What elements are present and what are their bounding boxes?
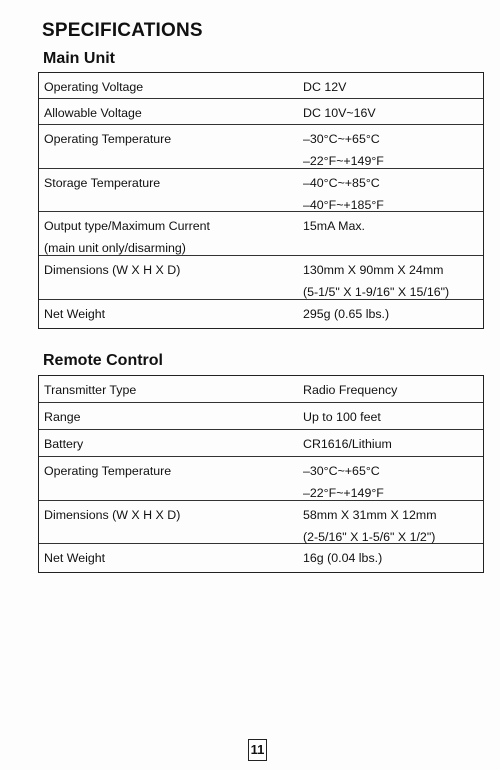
spec-label (39, 169, 301, 211)
spec-value (301, 376, 483, 402)
spec-row (39, 403, 483, 430)
main-unit-spec-table (38, 72, 484, 329)
spec-value (301, 73, 483, 98)
spec-row (39, 501, 483, 544)
spec-label (39, 457, 301, 500)
spec-label-line: Operating Temperature (44, 464, 172, 478)
spec-label (39, 376, 301, 402)
spec-value-line: –30°C~+65°C (303, 132, 380, 146)
spec-value-line: DC 12V (303, 80, 347, 94)
spec-label-line: Allowable Voltage (44, 106, 142, 120)
spec-label (39, 403, 301, 429)
spec-label (39, 73, 301, 98)
spec-label (39, 544, 301, 572)
spec-label (39, 125, 301, 168)
spec-value-line: –22°F~+149°F (303, 153, 384, 168)
spec-label-line: Net Weight (44, 307, 106, 321)
spec-label (39, 501, 301, 543)
spec-label-line: Range (44, 410, 81, 424)
spec-value-line: 295g (0.65 lbs.) (303, 307, 390, 321)
spec-label-line: Dimensions (W X H X D) (44, 508, 181, 522)
spec-value-line: 58mm X 31mm X 12mm (303, 508, 437, 522)
remote-control-spec-table (38, 375, 484, 573)
spec-value-line: –40°F~+185°F (303, 197, 384, 212)
spec-value (301, 430, 483, 456)
main-unit-heading: Main Unit (43, 50, 115, 67)
page-title: SPECIFICATIONS (42, 20, 203, 41)
spec-value-line: 130mm X 90mm X 24mm (303, 263, 444, 277)
spec-value (301, 256, 483, 299)
spec-label-line: Operating Temperature (44, 132, 172, 146)
spec-row (39, 457, 483, 501)
spec-label (39, 99, 301, 124)
spec-row (39, 125, 483, 169)
spec-value-line: 16g (0.04 lbs.) (303, 551, 383, 565)
spec-value-line: Up to 100 feet (303, 410, 381, 424)
spec-row (39, 169, 483, 212)
spec-value-line: 15mA Max. (303, 219, 365, 233)
spec-value-line: (5-1/5" X 1-9/16" X 15/16") (303, 284, 450, 299)
spec-label (39, 430, 301, 456)
spec-value-line: CR1616/Lithium (303, 437, 392, 451)
spec-label-line: Dimensions (W X H X D) (44, 263, 181, 277)
spec-row (39, 99, 483, 125)
spec-row (39, 430, 483, 457)
spec-label-line: Storage Temperature (44, 176, 161, 190)
spec-value (301, 403, 483, 429)
spec-row (39, 73, 483, 99)
spec-label-line: Transmitter Type (44, 383, 137, 397)
spec-label-line: Operating Voltage (44, 80, 144, 94)
spec-value (301, 169, 483, 211)
spec-value-line: –40°C~+85°C (303, 176, 380, 190)
spec-label (39, 300, 301, 328)
spec-value (301, 457, 483, 500)
spec-value (301, 501, 483, 543)
spec-value (301, 300, 483, 328)
remote-control-heading: Remote Control (43, 352, 163, 369)
spec-row (39, 212, 483, 256)
spec-value-line: –30°C~+65°C (303, 464, 380, 478)
spec-value (301, 544, 483, 572)
spec-value-line: DC 10V~16V (303, 106, 376, 120)
spec-label-line: Output type/Maximum Current (44, 219, 210, 233)
spec-row (39, 376, 483, 403)
spec-row (39, 544, 483, 572)
spec-label-line: Battery (44, 437, 84, 451)
page-number: 11 (248, 739, 267, 761)
spec-row (39, 300, 483, 328)
spec-row (39, 256, 483, 300)
spec-value (301, 212, 483, 255)
spec-value (301, 99, 483, 124)
spec-value-line: Radio Frequency (303, 383, 398, 397)
spec-label-line: (main unit only/disarming) (44, 240, 186, 255)
spec-value (301, 125, 483, 168)
spec-label-line: Net Weight (44, 551, 106, 565)
spec-value-line: (2-5/16" X 1-5/6" X 1/2") (303, 529, 436, 544)
spec-value-line: –22°F~+149°F (303, 485, 384, 500)
spec-label (39, 256, 301, 299)
spec-label (39, 212, 301, 255)
